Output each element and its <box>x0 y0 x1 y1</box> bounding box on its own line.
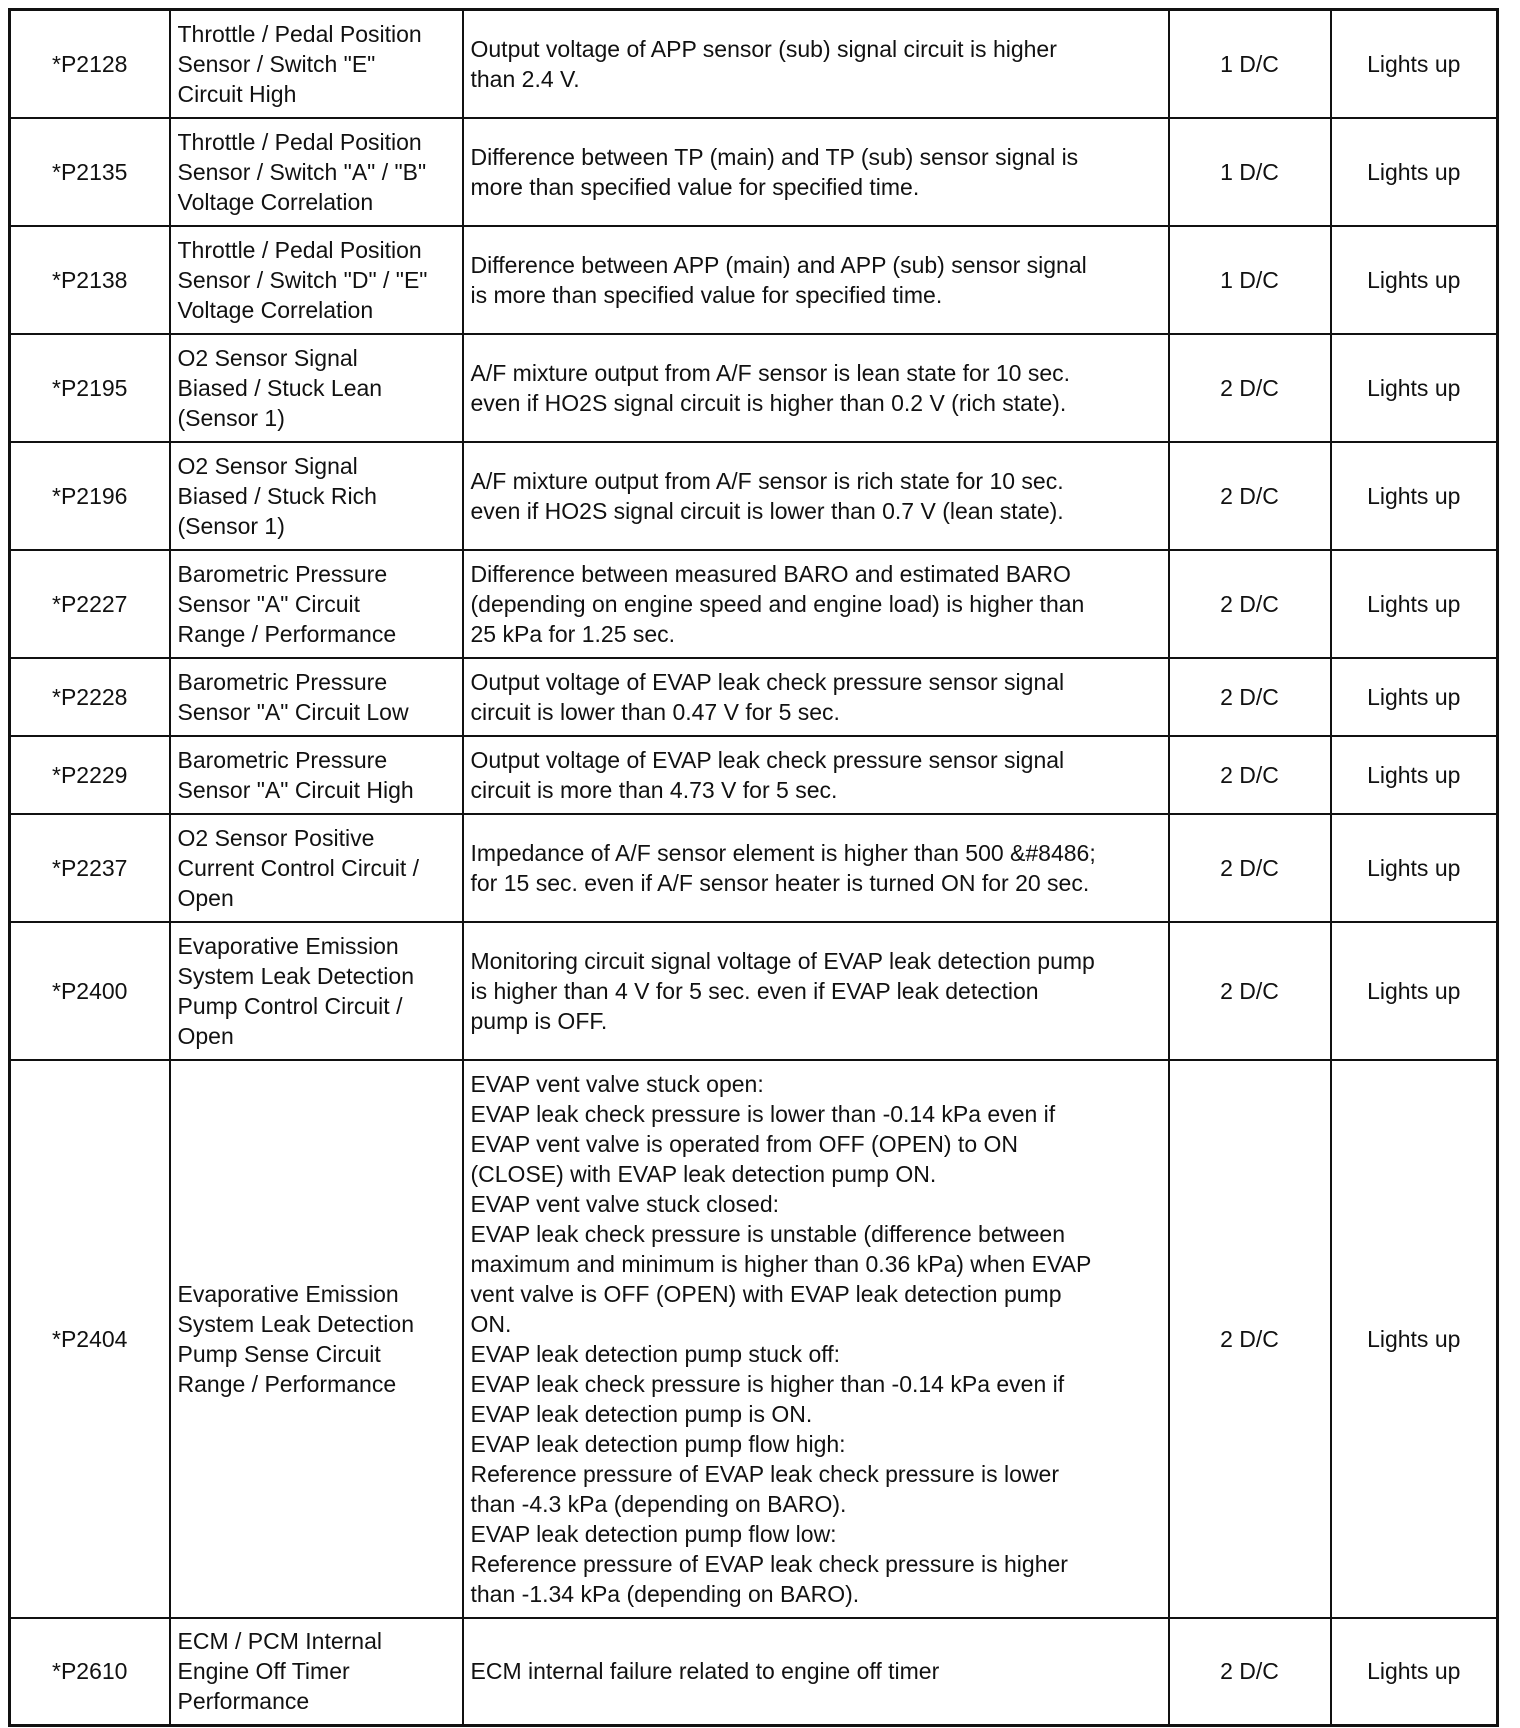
detection-condition: Difference between measured BARO and estimated BARO (depending on engine speed and engine load) is higher than 25 kPa for 1.25 sec. <box>463 550 1169 658</box>
detection-item: Throttle / Pedal Position Sensor / Switch "A" / "B" Voltage Correlation <box>170 118 463 226</box>
detection-item: O2 Sensor Positive Current Control Circuit / Open <box>170 814 463 922</box>
mil-status: Lights up <box>1331 226 1498 334</box>
dtc-code: *P2610 <box>10 1618 170 1726</box>
dtc-table-page <box>8 8 1499 1727</box>
trip-logic: 2 D/C <box>1169 814 1331 922</box>
detection-item: Evaporative Emission System Leak Detection Pump Control Circuit / Open <box>170 922 463 1060</box>
trip-logic: 2 D/C <box>1169 922 1331 1060</box>
dtc-code: *P2135 <box>10 118 170 226</box>
mil-status: Lights up <box>1331 334 1498 442</box>
dtc-code: *P2227 <box>10 550 170 658</box>
mil-status: Lights up <box>1331 550 1498 658</box>
trip-logic: 2 D/C <box>1169 1618 1331 1726</box>
table-row <box>10 442 1498 550</box>
detection-condition: Output voltage of EVAP leak check pressure sensor signal circuit is lower than 0.47 V for 5 sec. <box>463 658 1169 736</box>
table-row <box>10 814 1498 922</box>
table-row <box>10 736 1498 814</box>
dtc-table <box>8 8 1499 1727</box>
table-row <box>10 10 1498 118</box>
mil-status: Lights up <box>1331 10 1498 118</box>
table-row <box>10 922 1498 1060</box>
table-row <box>10 118 1498 226</box>
mil-status: Lights up <box>1331 658 1498 736</box>
dtc-code: *P2228 <box>10 658 170 736</box>
detection-condition: Difference between TP (main) and TP (sub) sensor signal is more than specified value for specified time. <box>463 118 1169 226</box>
trip-logic: 2 D/C <box>1169 442 1331 550</box>
detection-item: Barometric Pressure Sensor "A" Circuit Range / Performance <box>170 550 463 658</box>
detection-condition: ECM internal failure related to engine off timer <box>463 1618 1169 1726</box>
dtc-code: *P2229 <box>10 736 170 814</box>
trip-logic: 1 D/C <box>1169 10 1331 118</box>
detection-item: O2 Sensor Signal Biased / Stuck Lean (Sensor 1) <box>170 334 463 442</box>
detection-condition: Monitoring circuit signal voltage of EVAP leak detection pump is higher than 4 V for 5 sec. even if EVAP leak detection pump is OFF. <box>463 922 1169 1060</box>
table-row <box>10 226 1498 334</box>
dtc-code: *P2404 <box>10 1060 170 1618</box>
table-row <box>10 658 1498 736</box>
detection-condition: A/F mixture output from A/F sensor is rich state for 10 sec. even if HO2S signal circuit is lower than 0.7 V (lean state). <box>463 442 1169 550</box>
mil-status: Lights up <box>1331 814 1498 922</box>
detection-item: O2 Sensor Signal Biased / Stuck Rich (Sensor 1) <box>170 442 463 550</box>
trip-logic: 2 D/C <box>1169 658 1331 736</box>
mil-status: Lights up <box>1331 736 1498 814</box>
detection-item: Throttle / Pedal Position Sensor / Switch "E" Circuit High <box>170 10 463 118</box>
trip-logic: 1 D/C <box>1169 226 1331 334</box>
detection-item: ECM / PCM Internal Engine Off Timer Performance <box>170 1618 463 1726</box>
mil-status: Lights up <box>1331 442 1498 550</box>
mil-status: Lights up <box>1331 922 1498 1060</box>
trip-logic: 1 D/C <box>1169 118 1331 226</box>
dtc-code: *P2400 <box>10 922 170 1060</box>
detection-condition: Difference between APP (main) and APP (sub) sensor signal is more than specified value for specified time. <box>463 226 1169 334</box>
mil-status: Lights up <box>1331 1618 1498 1726</box>
trip-logic: 2 D/C <box>1169 736 1331 814</box>
detection-condition: EVAP vent valve stuck open: EVAP leak check pressure is lower than -0.14 kPa even if EVAP vent valve is operated from OFF (OPEN) to ON (CLOSE) with EVAP leak detection pump ON. EVAP vent valve stuck closed: EVAP leak check pressure is unstable (difference between maximum and minimum is higher than 0.36 kPa) when EVAP vent valve is OFF (OPEN) with EVAP leak detection pump ON. EVAP leak detection pump stuck off: EVAP leak check pressure is higher than -0.14 kPa even if EVAP leak detection pump is ON. EVAP leak detection pump flow high: Reference pressure of EVAP leak check pressure is lower than -4.3 kPa (depending on BARO). EVAP leak detection pump flow low: Reference pressure of EVAP leak check pressure is higher than -1.34 kPa (depending on BARO). <box>463 1060 1169 1618</box>
table-row <box>10 1060 1498 1618</box>
dtc-code: *P2196 <box>10 442 170 550</box>
mil-status: Lights up <box>1331 1060 1498 1618</box>
dtc-code: *P2128 <box>10 10 170 118</box>
detection-item: Barometric Pressure Sensor "A" Circuit High <box>170 736 463 814</box>
detection-condition: Impedance of A/F sensor element is higher than 500 &#8486; for 15 sec. even if A/F sensor heater is turned ON for 20 sec. <box>463 814 1169 922</box>
detection-item: Evaporative Emission System Leak Detection Pump Sense Circuit Range / Performance <box>170 1060 463 1618</box>
dtc-code: *P2138 <box>10 226 170 334</box>
detection-item: Barometric Pressure Sensor "A" Circuit Low <box>170 658 463 736</box>
detection-condition: A/F mixture output from A/F sensor is lean state for 10 sec. even if HO2S signal circuit is higher than 0.2 V (rich state). <box>463 334 1169 442</box>
detection-condition: Output voltage of EVAP leak check pressure sensor signal circuit is more than 4.73 V for 5 sec. <box>463 736 1169 814</box>
dtc-code: *P2195 <box>10 334 170 442</box>
table-row <box>10 334 1498 442</box>
table-row <box>10 550 1498 658</box>
trip-logic: 2 D/C <box>1169 1060 1331 1618</box>
detection-item: Throttle / Pedal Position Sensor / Switch "D" / "E" Voltage Correlation <box>170 226 463 334</box>
detection-condition: Output voltage of APP sensor (sub) signal circuit is higher than 2.4 V. <box>463 10 1169 118</box>
trip-logic: 2 D/C <box>1169 334 1331 442</box>
mil-status: Lights up <box>1331 118 1498 226</box>
dtc-code: *P2237 <box>10 814 170 922</box>
trip-logic: 2 D/C <box>1169 550 1331 658</box>
table-row <box>10 1618 1498 1726</box>
